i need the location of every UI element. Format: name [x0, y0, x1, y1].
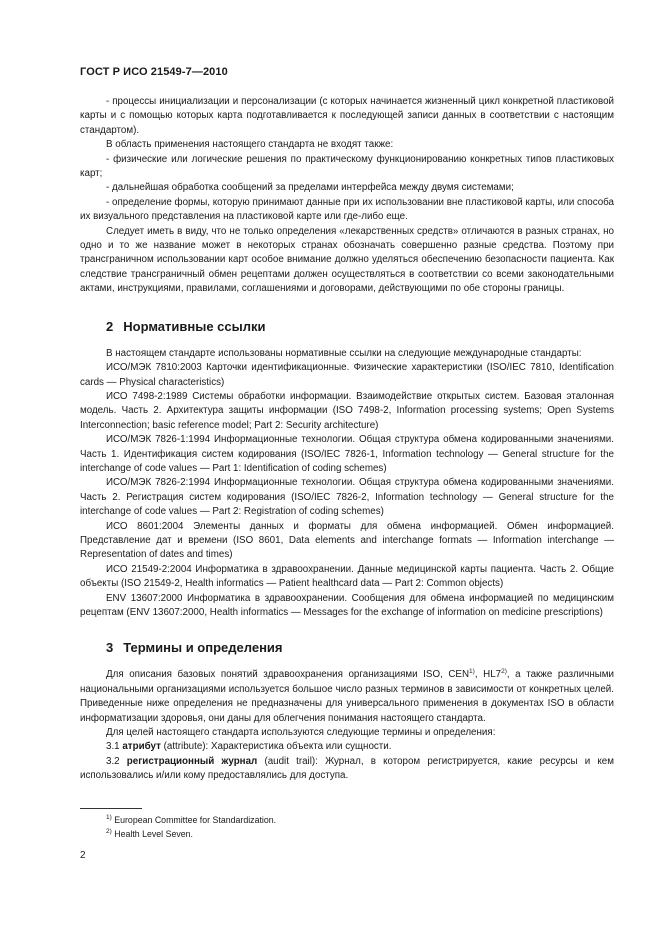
- footnote-1: [106, 814, 276, 826]
- section-3-paragraph: [80, 668, 614, 726]
- section-2-intro: В настоящем стандарте использованы нормативные ссылки на следующие международные стандарты:: [106, 347, 582, 359]
- footnote-ref-1[interactable]: 1): [469, 668, 475, 676]
- footnote-divider: [80, 808, 142, 809]
- normative-reference: ИСО 8601:2004 Элементы данных и форматы для обмена информацией. Обмен информацией. Представление дат и времени (ISO 8601, Data elements and interchange formats — Information interchange — Representation of dates and times): [80, 520, 614, 561]
- text-run: Для описания базовых понятий здравоохранения организациями ISO, CEN: [106, 669, 470, 681]
- term-definition: [80, 740, 614, 754]
- page-number: 2: [80, 850, 86, 861]
- footnote-2: [106, 828, 193, 840]
- section-3-paragraph: Для целей настоящего стандарта используются следующие термины и определения:: [106, 727, 496, 739]
- intro-paragraph: - определение формы, которую принимают данные при их использовании вне пластиковой карты, или способа их визуального представления на пластиковой карте или где-либо еще.: [80, 196, 614, 223]
- term-text: Журнал, в котором регистрируется, какие ресурсы и кем использовались и/или кому предоставлялись для доступа.: [80, 755, 614, 782]
- document-body: [80, 95, 614, 784]
- section-2-heading: [106, 319, 614, 335]
- normative-reference: ИСО 21549-2:2004 Информатика в здравоохранении. Данные медицинской карты пациента. Часть 2. Общие объекты (ISO 21549-2, Health informatics — Patient healthcard data — Part 2: Common objects): [80, 563, 614, 590]
- footnote-mark: 1): [106, 814, 112, 821]
- intro-paragraph: - процессы инициализации и персонализации (с которых начинается жизненный цикл конкретной пластиковой карты и с помощью которых карта подготавливается к последующей записи данных в соответствии с настоящим стандартом).: [80, 96, 614, 136]
- section-3-title: Термины и определения: [123, 640, 283, 656]
- normative-reference: ИСО/МЭК 7826-2:1994 Информационные технологии. Общая структура обмена кодированными значениями. Часть 2. Регистрация систем кодирования (ISO/IEC 7826-2, Information technology — General structure for the interchange of code values — Part 2: Registration of coding schemes): [80, 477, 614, 518]
- footnote-mark: 2): [106, 828, 112, 835]
- term-number: 3.1: [106, 741, 120, 753]
- intro-paragraph: - дальнейшая обработка сообщений за пределами интерфейса между двумя системами;: [106, 182, 514, 194]
- text-run: , HL7: [474, 669, 502, 681]
- section-2-number: 2: [106, 318, 114, 334]
- term-english: (attribute):: [160, 741, 209, 753]
- normative-reference: ENV 13607:2000 Информатика в здравоохранении. Сообщения для обмена информацией по медицинским рецептам (ENV 13607:2000, Health informatics — Messages for the exchange of information on medicine prescriptions): [80, 592, 614, 618]
- term-name: регистрационный журнал: [126, 755, 258, 767]
- normative-reference: ИСО 7498-2:1989 Системы обработки информации. Взаимодействие открытых систем. Базовая эталонная модель. Часть 2. Архитектура защиты информации (ISO 7498-2, Information processing systems; Open Systems Interconnection; basic reference model; Part 2: Security architecture): [80, 390, 614, 431]
- section-3-heading: [106, 640, 614, 656]
- text-run: , а также различными национальными организациями используется большое число разных терминов в зависимости от конкретных целей. Приведенные ниже определения не предназначены для универсального применения в документах ISO в области информатизации здоровья, они даны для облегчения понимания настоящего стандарта.: [80, 669, 614, 724]
- document-header: ГОСТ Р ИСО 21549-7—2010: [80, 66, 228, 78]
- section-3-number: 3: [106, 640, 114, 656]
- intro-paragraph: - физические или логические решения по практическому функционированию конкретных типов пластиковых карт;: [80, 153, 614, 180]
- intro-paragraph: В область применения настоящего стандарта не входят также:: [106, 139, 394, 151]
- term-definition: [80, 755, 614, 784]
- section-2-title: Нормативные ссылки: [123, 318, 266, 334]
- term-text: Характеристика объекта или сущности.: [208, 741, 392, 753]
- term-english: (audit trail):: [257, 755, 318, 767]
- normative-reference: ИСО/МЭК 7826-1:1994 Информационные технологии. Общая структура обмена кодированными значениями. Часть 1. Идентификация систем кодирования (ISO/IEC 7826-1, Information technology — General structure for the interchange of code values — Part 1: Identification of coding schemes): [80, 434, 614, 474]
- term-number: 3.2: [106, 755, 120, 767]
- normative-reference: ИСО/МЭК 7810:2003 Карточки идентификационные. Физические характеристики (ISO/IEC 7810, Identification cards — Physical characteristics): [80, 362, 614, 388]
- footnote-text: European Committee for Standardization.: [114, 815, 277, 825]
- term-name: атрибут: [122, 741, 161, 753]
- footnote-text: Health Level Seven.: [114, 829, 193, 839]
- footnote-ref-2[interactable]: 2): [501, 668, 507, 676]
- intro-paragraph: Следует иметь в виду, что не только определения «лекарственных средств» отличаются в разных странах, но одно и то же название может в некоторых странах обозначать совершенно разные средства. Поэтому при трансграничном использовании карт особое внимание должно уделяться обеспечению безопасности пациента. Как следствие трансграничный обмен рецептами должен осуществляться в соответствии со всеми законодательными актами, инструкциями, правилами, соглашениями и договорами, действующими по обе стороны границы.: [80, 225, 614, 295]
